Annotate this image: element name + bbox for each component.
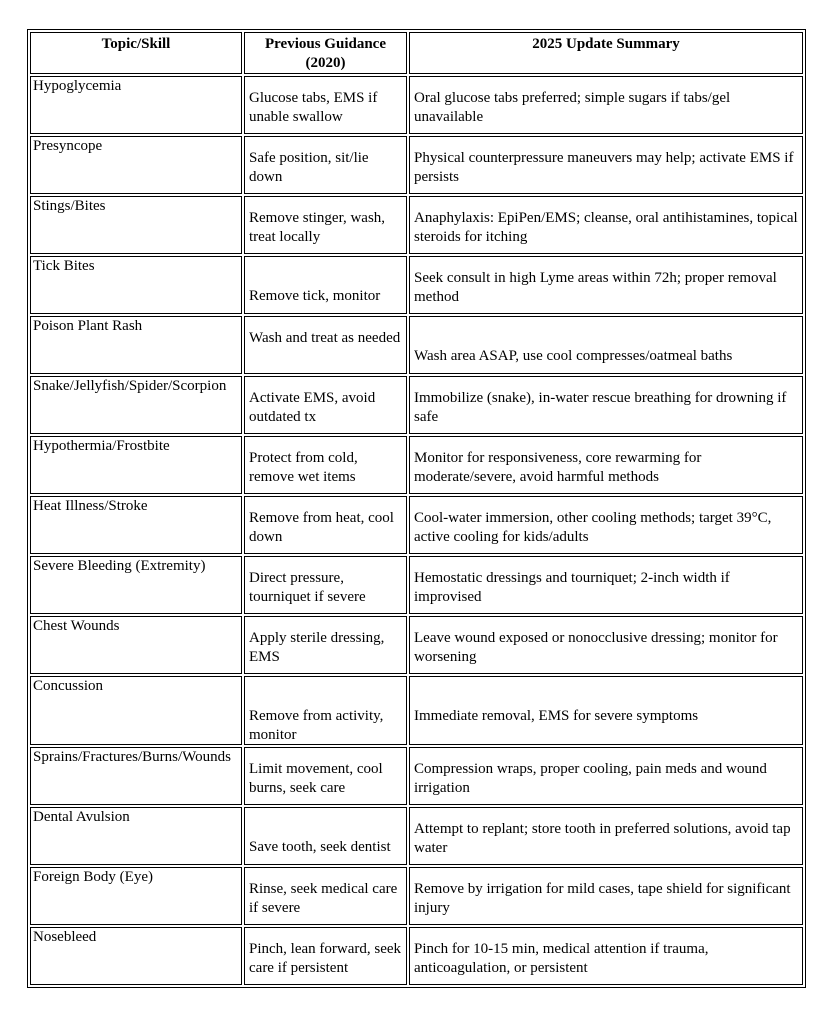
- topic-cell: Heat Illness/Stroke: [30, 496, 242, 554]
- topic-cell: Sprains/Fractures/Burns/Wounds: [30, 747, 242, 805]
- update-summary-text: Remove by irrigation for mild cases, tape shield for significant injury: [414, 881, 791, 916]
- table-row: [30, 676, 803, 745]
- update-summary-text: Immediate removal, EMS for severe symptoms: [414, 708, 699, 724]
- update-summary-text: Cool-water immersion, other cooling methods; target 39°C, active cooling for kids/adults: [414, 510, 772, 545]
- previous-guidance-cell: [244, 256, 407, 314]
- update-summary-cell: [409, 807, 803, 865]
- previous-guidance-text: Pinch, lean forward, seek care if persistent: [249, 941, 402, 976]
- update-summary-cell: [409, 136, 803, 194]
- table-body: [30, 76, 803, 985]
- table-row: [30, 867, 803, 925]
- previous-guidance-cell: [244, 616, 407, 674]
- update-summary-cell: [409, 616, 803, 674]
- previous-guidance-text: Wash and treat as needed: [249, 330, 401, 346]
- topic-cell: Tick Bites: [30, 256, 242, 314]
- header-update: 2025 Update Summary: [409, 32, 803, 74]
- update-summary-cell: [409, 867, 803, 925]
- topic-cell: Foreign Body (Eye): [30, 867, 242, 925]
- previous-guidance-text: Direct pressure, tourniquet if severe: [249, 570, 366, 605]
- update-summary-cell: [409, 496, 803, 554]
- table-row: [30, 496, 803, 554]
- previous-guidance-text: Remove stinger, wash, treat locally: [249, 210, 386, 245]
- topic-cell: Hypothermia/Frostbite: [30, 436, 242, 494]
- update-summary-cell: [409, 256, 803, 314]
- previous-guidance-text: Remove tick, monitor: [249, 288, 381, 304]
- table-row: [30, 616, 803, 674]
- table-row: [30, 556, 803, 614]
- table-row: [30, 927, 803, 985]
- previous-guidance-cell: [244, 867, 407, 925]
- previous-guidance-cell: [244, 496, 407, 554]
- table-row: [30, 136, 803, 194]
- table-row: [30, 436, 803, 494]
- previous-guidance-cell: [244, 376, 407, 434]
- topic-cell: Hypoglycemia: [30, 76, 242, 134]
- previous-guidance-cell: [244, 676, 407, 745]
- topic-cell: Snake/Jellyfish/Spider/Scorpion: [30, 376, 242, 434]
- previous-guidance-text: Glucose tabs, EMS if unable swallow: [249, 90, 378, 125]
- table-row: [30, 807, 803, 865]
- table-header: [30, 32, 803, 74]
- previous-guidance-text: Protect from cold, remove wet items: [249, 450, 358, 485]
- update-summary-cell: [409, 556, 803, 614]
- table-row: [30, 196, 803, 254]
- previous-guidance-cell: [244, 807, 407, 865]
- document-body: [27, 29, 806, 988]
- update-summary-cell: [409, 196, 803, 254]
- topic-cell: Severe Bleeding (Extremity): [30, 556, 242, 614]
- previous-guidance-cell: [244, 747, 407, 805]
- header-previous: Previous Guidance (2020): [244, 32, 407, 74]
- previous-guidance-text: Remove from heat, cool down: [249, 510, 394, 545]
- topic-cell: Poison Plant Rash: [30, 316, 242, 374]
- table-row: [30, 256, 803, 314]
- table-row: [30, 316, 803, 374]
- guidance-table: [27, 29, 806, 988]
- previous-guidance-text: Rinse, seek medical care if severe: [249, 881, 398, 916]
- table-row: [30, 376, 803, 434]
- previous-guidance-text: Remove from activity, monitor: [249, 708, 384, 743]
- update-summary-text: Attempt to replant; store tooth in preferred solutions, avoid tap water: [414, 821, 791, 856]
- previous-guidance-text: Apply sterile dressing, EMS: [249, 630, 385, 665]
- previous-guidance-cell: [244, 316, 407, 374]
- previous-guidance-cell: [244, 76, 407, 134]
- previous-guidance-text: Limit movement, cool burns, seek care: [249, 761, 383, 796]
- previous-guidance-cell: [244, 136, 407, 194]
- update-summary-text: Monitor for responsiveness, core rewarming for moderate/severe, avoid harmful methods: [414, 450, 702, 485]
- previous-guidance-cell: [244, 927, 407, 985]
- update-summary-text: Pinch for 10-15 min, medical attention if trauma, anticoagulation, or persistent: [414, 941, 709, 976]
- update-summary-text: Seek consult in high Lyme areas within 72h; proper removal method: [414, 270, 777, 305]
- header-row: [30, 32, 803, 74]
- table-row: [30, 747, 803, 805]
- topic-cell: Presyncope: [30, 136, 242, 194]
- update-summary-text: Hemostatic dressings and tourniquet; 2-inch width if improvised: [414, 570, 730, 605]
- update-summary-cell: [409, 676, 803, 745]
- update-summary-text: Physical counterpressure maneuvers may help; activate EMS if persists: [414, 150, 794, 185]
- update-summary-cell: [409, 376, 803, 434]
- update-summary-text: Immobilize (snake), in-water rescue breathing for drowning if safe: [414, 390, 787, 425]
- previous-guidance-cell: [244, 196, 407, 254]
- previous-guidance-text: Safe position, sit/lie down: [249, 150, 369, 185]
- update-summary-cell: [409, 76, 803, 134]
- topic-cell: Nosebleed: [30, 927, 242, 985]
- update-summary-text: Oral glucose tabs preferred; simple sugars if tabs/gel unavailable: [414, 90, 731, 125]
- topic-cell: Chest Wounds: [30, 616, 242, 674]
- update-summary-cell: [409, 747, 803, 805]
- previous-guidance-text: Activate EMS, avoid outdated tx: [249, 390, 376, 425]
- update-summary-text: Anaphylaxis: EpiPen/EMS; cleanse, oral antihistamines, topical steroids for itching: [414, 210, 798, 245]
- update-summary-text: Wash area ASAP, use cool compresses/oatmeal baths: [414, 348, 733, 364]
- table-row: [30, 76, 803, 134]
- previous-guidance-text: Save tooth, seek dentist: [249, 839, 391, 855]
- topic-cell: Dental Avulsion: [30, 807, 242, 865]
- update-summary-cell: [409, 316, 803, 374]
- update-summary-cell: [409, 927, 803, 985]
- update-summary-text: Compression wraps, proper cooling, pain meds and wound irrigation: [414, 761, 767, 796]
- previous-guidance-cell: [244, 556, 407, 614]
- update-summary-text: Leave wound exposed or nonocclusive dressing; monitor for worsening: [414, 630, 778, 665]
- topic-cell: Concussion: [30, 676, 242, 745]
- previous-guidance-cell: [244, 436, 407, 494]
- topic-cell: Stings/Bites: [30, 196, 242, 254]
- update-summary-cell: [409, 436, 803, 494]
- header-topic: Topic/Skill: [30, 32, 242, 74]
